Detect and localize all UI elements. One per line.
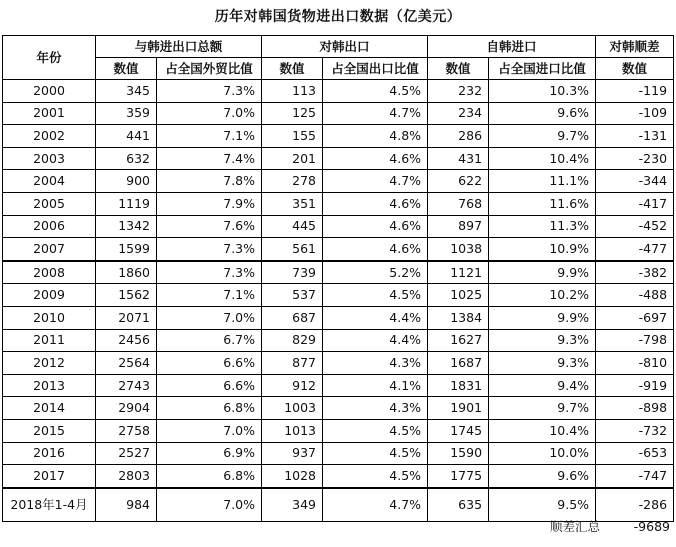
cell-import-share: 9.3% xyxy=(489,329,596,352)
subheader-import-value: 数值 xyxy=(428,58,489,80)
cell-import-value: 286 xyxy=(428,125,489,148)
cell-year: 2016 xyxy=(3,442,96,465)
cell-total-share: 6.7% xyxy=(157,329,262,352)
cell-total-value: 1119 xyxy=(96,192,157,215)
cell-export-value: 877 xyxy=(262,352,323,375)
cell-total-value: 359 xyxy=(96,102,157,125)
table-row xyxy=(3,192,674,215)
cell-export-value: 687 xyxy=(262,306,323,329)
table-row xyxy=(3,170,674,193)
cell-year: 2011 xyxy=(3,329,96,352)
table-row xyxy=(3,102,674,125)
cell-year: 2000 xyxy=(3,80,96,103)
cell-year: 2005 xyxy=(3,192,96,215)
header-export: 对韩出口 xyxy=(262,36,428,58)
table-row xyxy=(3,419,674,442)
cell-year: 2015 xyxy=(3,419,96,442)
cell-import-value: 1025 xyxy=(428,284,489,307)
cell-import-value: 1775 xyxy=(428,465,489,488)
cell-total-share: 7.4% xyxy=(157,147,262,170)
cell-total-value: 2758 xyxy=(96,419,157,442)
table-row xyxy=(3,125,674,148)
cell-export-share: 4.5% xyxy=(323,465,428,488)
cell-balance-value: -382 xyxy=(596,261,674,284)
cell-total-share: 6.8% xyxy=(157,465,262,488)
cell-import-value: 1745 xyxy=(428,419,489,442)
cell-export-value: 829 xyxy=(262,329,323,352)
table-row xyxy=(3,147,674,170)
header-row-2 xyxy=(3,58,674,80)
cell-year: 2013 xyxy=(3,374,96,397)
cell-year: 2002 xyxy=(3,125,96,148)
cell-balance-value: -798 xyxy=(596,329,674,352)
cell-total-value: 2456 xyxy=(96,329,157,352)
cell-import-value: 622 xyxy=(428,170,489,193)
summary-value: -9689 xyxy=(633,519,670,534)
cell-total-share: 7.3% xyxy=(157,80,262,103)
header-import: 自韩进口 xyxy=(428,36,596,58)
cell-export-value: 739 xyxy=(262,261,323,284)
table-row xyxy=(3,329,674,352)
cell-balance-value: -488 xyxy=(596,284,674,307)
cell-import-share: 9.5% xyxy=(489,488,596,522)
cell-total-share: 6.9% xyxy=(157,442,262,465)
cell-export-value: 537 xyxy=(262,284,323,307)
cell-export-value: 125 xyxy=(262,102,323,125)
cell-export-share: 4.1% xyxy=(323,374,428,397)
cell-import-value: 635 xyxy=(428,488,489,522)
cell-balance-value: -417 xyxy=(596,192,674,215)
cell-export-share: 4.7% xyxy=(323,102,428,125)
cell-total-share: 7.0% xyxy=(157,488,262,522)
summary-label: 顺差汇总 xyxy=(549,519,600,534)
cell-import-share: 10.9% xyxy=(489,238,596,261)
cell-export-share: 4.5% xyxy=(323,442,428,465)
cell-total-value: 2904 xyxy=(96,397,157,420)
cell-balance-value: -452 xyxy=(596,215,674,238)
cell-export-value: 937 xyxy=(262,442,323,465)
subheader-export-share: 占全国出口比值 xyxy=(323,58,428,80)
cell-balance-value: -286 xyxy=(596,488,674,522)
cell-import-share: 10.3% xyxy=(489,80,596,103)
cell-export-value: 201 xyxy=(262,147,323,170)
cell-year: 2007 xyxy=(3,238,96,261)
cell-export-share: 4.4% xyxy=(323,306,428,329)
header-year: 年份 xyxy=(3,36,96,80)
cell-balance-value: -131 xyxy=(596,125,674,148)
cell-import-share: 11.3% xyxy=(489,215,596,238)
cell-import-share: 11.1% xyxy=(489,170,596,193)
cell-year: 2018年1-4月 xyxy=(3,488,96,522)
cell-import-share: 9.7% xyxy=(489,125,596,148)
table-title: 历年对韩国货物进出口数据（亿美元） xyxy=(214,9,462,25)
cell-total-share: 7.0% xyxy=(157,102,262,125)
subheader-total-share: 占全国外贸比值 xyxy=(157,58,262,80)
cell-export-value: 1003 xyxy=(262,397,323,420)
cell-import-value: 1687 xyxy=(428,352,489,375)
trade-data-table xyxy=(2,35,674,522)
table-row xyxy=(3,306,674,329)
table-row xyxy=(3,284,674,307)
cell-total-value: 1342 xyxy=(96,215,157,238)
cell-year: 2008 xyxy=(3,261,96,284)
cell-total-share: 6.8% xyxy=(157,397,262,420)
table-row xyxy=(3,442,674,465)
cell-total-share: 7.3% xyxy=(157,238,262,261)
subheader-balance-value: 数值 xyxy=(596,58,674,80)
table-row xyxy=(3,352,674,375)
cell-export-share: 4.4% xyxy=(323,329,428,352)
cell-import-share: 11.6% xyxy=(489,192,596,215)
cell-export-share: 4.5% xyxy=(323,284,428,307)
cell-import-value: 232 xyxy=(428,80,489,103)
cell-import-share: 10.0% xyxy=(489,442,596,465)
cell-import-share: 9.6% xyxy=(489,102,596,125)
cell-total-value: 2743 xyxy=(96,374,157,397)
table-row xyxy=(3,80,674,103)
cell-balance-value: -344 xyxy=(596,170,674,193)
cell-balance-value: -898 xyxy=(596,397,674,420)
cell-import-value: 1831 xyxy=(428,374,489,397)
cell-export-value: 113 xyxy=(262,80,323,103)
cell-export-share: 4.6% xyxy=(323,192,428,215)
cell-import-share: 9.9% xyxy=(489,261,596,284)
cell-total-value: 2564 xyxy=(96,352,157,375)
cell-total-value: 1562 xyxy=(96,284,157,307)
cell-total-share: 7.1% xyxy=(157,284,262,307)
cell-year: 2003 xyxy=(3,147,96,170)
cell-export-share: 4.6% xyxy=(323,215,428,238)
cell-export-value: 445 xyxy=(262,215,323,238)
cell-balance-value: -747 xyxy=(596,465,674,488)
cell-export-value: 1013 xyxy=(262,419,323,442)
cell-import-value: 1038 xyxy=(428,238,489,261)
cell-total-value: 632 xyxy=(96,147,157,170)
table-row xyxy=(3,465,674,488)
cell-total-value: 345 xyxy=(96,80,157,103)
cell-import-share: 9.3% xyxy=(489,352,596,375)
cell-year: 2004 xyxy=(3,170,96,193)
cell-year: 2014 xyxy=(3,397,96,420)
cell-total-value: 900 xyxy=(96,170,157,193)
cell-total-share: 6.6% xyxy=(157,374,262,397)
cell-export-share: 4.7% xyxy=(323,170,428,193)
cell-export-share: 4.5% xyxy=(323,419,428,442)
cell-import-share: 10.2% xyxy=(489,284,596,307)
cell-balance-value: -477 xyxy=(596,238,674,261)
cell-export-share: 4.7% xyxy=(323,488,428,522)
subheader-import-share: 占全国进口比值 xyxy=(489,58,596,80)
table-row xyxy=(3,238,674,261)
cell-year: 2010 xyxy=(3,306,96,329)
cell-total-value: 984 xyxy=(96,488,157,522)
cell-import-share: 9.6% xyxy=(489,465,596,488)
table-row xyxy=(3,397,674,420)
cell-total-share: 7.9% xyxy=(157,192,262,215)
cell-export-value: 278 xyxy=(262,170,323,193)
cell-export-value: 349 xyxy=(262,488,323,522)
table-row xyxy=(3,215,674,238)
cell-total-value: 441 xyxy=(96,125,157,148)
cell-import-value: 431 xyxy=(428,147,489,170)
cell-balance-value: -230 xyxy=(596,147,674,170)
cell-balance-value: -653 xyxy=(596,442,674,465)
cell-export-value: 155 xyxy=(262,125,323,148)
cell-export-share: 4.3% xyxy=(323,397,428,420)
cell-import-value: 1901 xyxy=(428,397,489,420)
cell-export-value: 912 xyxy=(262,374,323,397)
header-balance: 对韩顺差 xyxy=(596,36,674,58)
cell-import-value: 1121 xyxy=(428,261,489,284)
cell-import-value: 768 xyxy=(428,192,489,215)
cell-export-share: 4.3% xyxy=(323,352,428,375)
cell-total-share: 7.1% xyxy=(157,125,262,148)
cell-total-value: 1860 xyxy=(96,261,157,284)
cell-export-value: 1028 xyxy=(262,465,323,488)
cell-total-share: 7.8% xyxy=(157,170,262,193)
cell-year: 2012 xyxy=(3,352,96,375)
table-body xyxy=(3,80,674,522)
cell-import-share: 9.4% xyxy=(489,374,596,397)
cell-export-share: 4.5% xyxy=(323,80,428,103)
cell-total-share: 7.0% xyxy=(157,419,262,442)
cell-total-share: 7.0% xyxy=(157,306,262,329)
cell-total-value: 2527 xyxy=(96,442,157,465)
table-row xyxy=(3,261,674,284)
cell-balance-value: -732 xyxy=(596,419,674,442)
table-row xyxy=(3,374,674,397)
cell-import-share: 9.9% xyxy=(489,306,596,329)
cell-balance-value: -810 xyxy=(596,352,674,375)
cell-import-value: 897 xyxy=(428,215,489,238)
header-total: 与韩进出口总额 xyxy=(96,36,262,58)
cell-year: 2017 xyxy=(3,465,96,488)
cell-year: 2001 xyxy=(3,102,96,125)
cell-total-value: 1599 xyxy=(96,238,157,261)
cell-total-value: 2803 xyxy=(96,465,157,488)
cell-balance-value: -119 xyxy=(596,80,674,103)
cell-balance-value: -109 xyxy=(596,102,674,125)
cell-export-share: 4.6% xyxy=(323,238,428,261)
cell-year: 2009 xyxy=(3,284,96,307)
cell-import-share: 10.4% xyxy=(489,147,596,170)
cell-import-share: 10.4% xyxy=(489,419,596,442)
subheader-total-value: 数值 xyxy=(96,58,157,80)
cell-balance-value: -697 xyxy=(596,306,674,329)
subheader-export-value: 数值 xyxy=(262,58,323,80)
cell-import-value: 1384 xyxy=(428,306,489,329)
cell-total-share: 6.6% xyxy=(157,352,262,375)
cell-export-share: 4.8% xyxy=(323,125,428,148)
cell-export-share: 5.2% xyxy=(323,261,428,284)
cell-balance-value: -919 xyxy=(596,374,674,397)
cell-import-value: 234 xyxy=(428,102,489,125)
cell-import-value: 1590 xyxy=(428,442,489,465)
cell-import-share: 9.7% xyxy=(489,397,596,420)
cell-import-value: 1627 xyxy=(428,329,489,352)
cell-export-share: 4.6% xyxy=(323,147,428,170)
cell-export-value: 561 xyxy=(262,238,323,261)
cell-total-share: 7.3% xyxy=(157,261,262,284)
cell-year: 2006 xyxy=(3,215,96,238)
cell-total-share: 7.6% xyxy=(157,215,262,238)
cell-total-value: 2071 xyxy=(96,306,157,329)
cell-export-value: 351 xyxy=(262,192,323,215)
header-row-1 xyxy=(3,36,674,58)
